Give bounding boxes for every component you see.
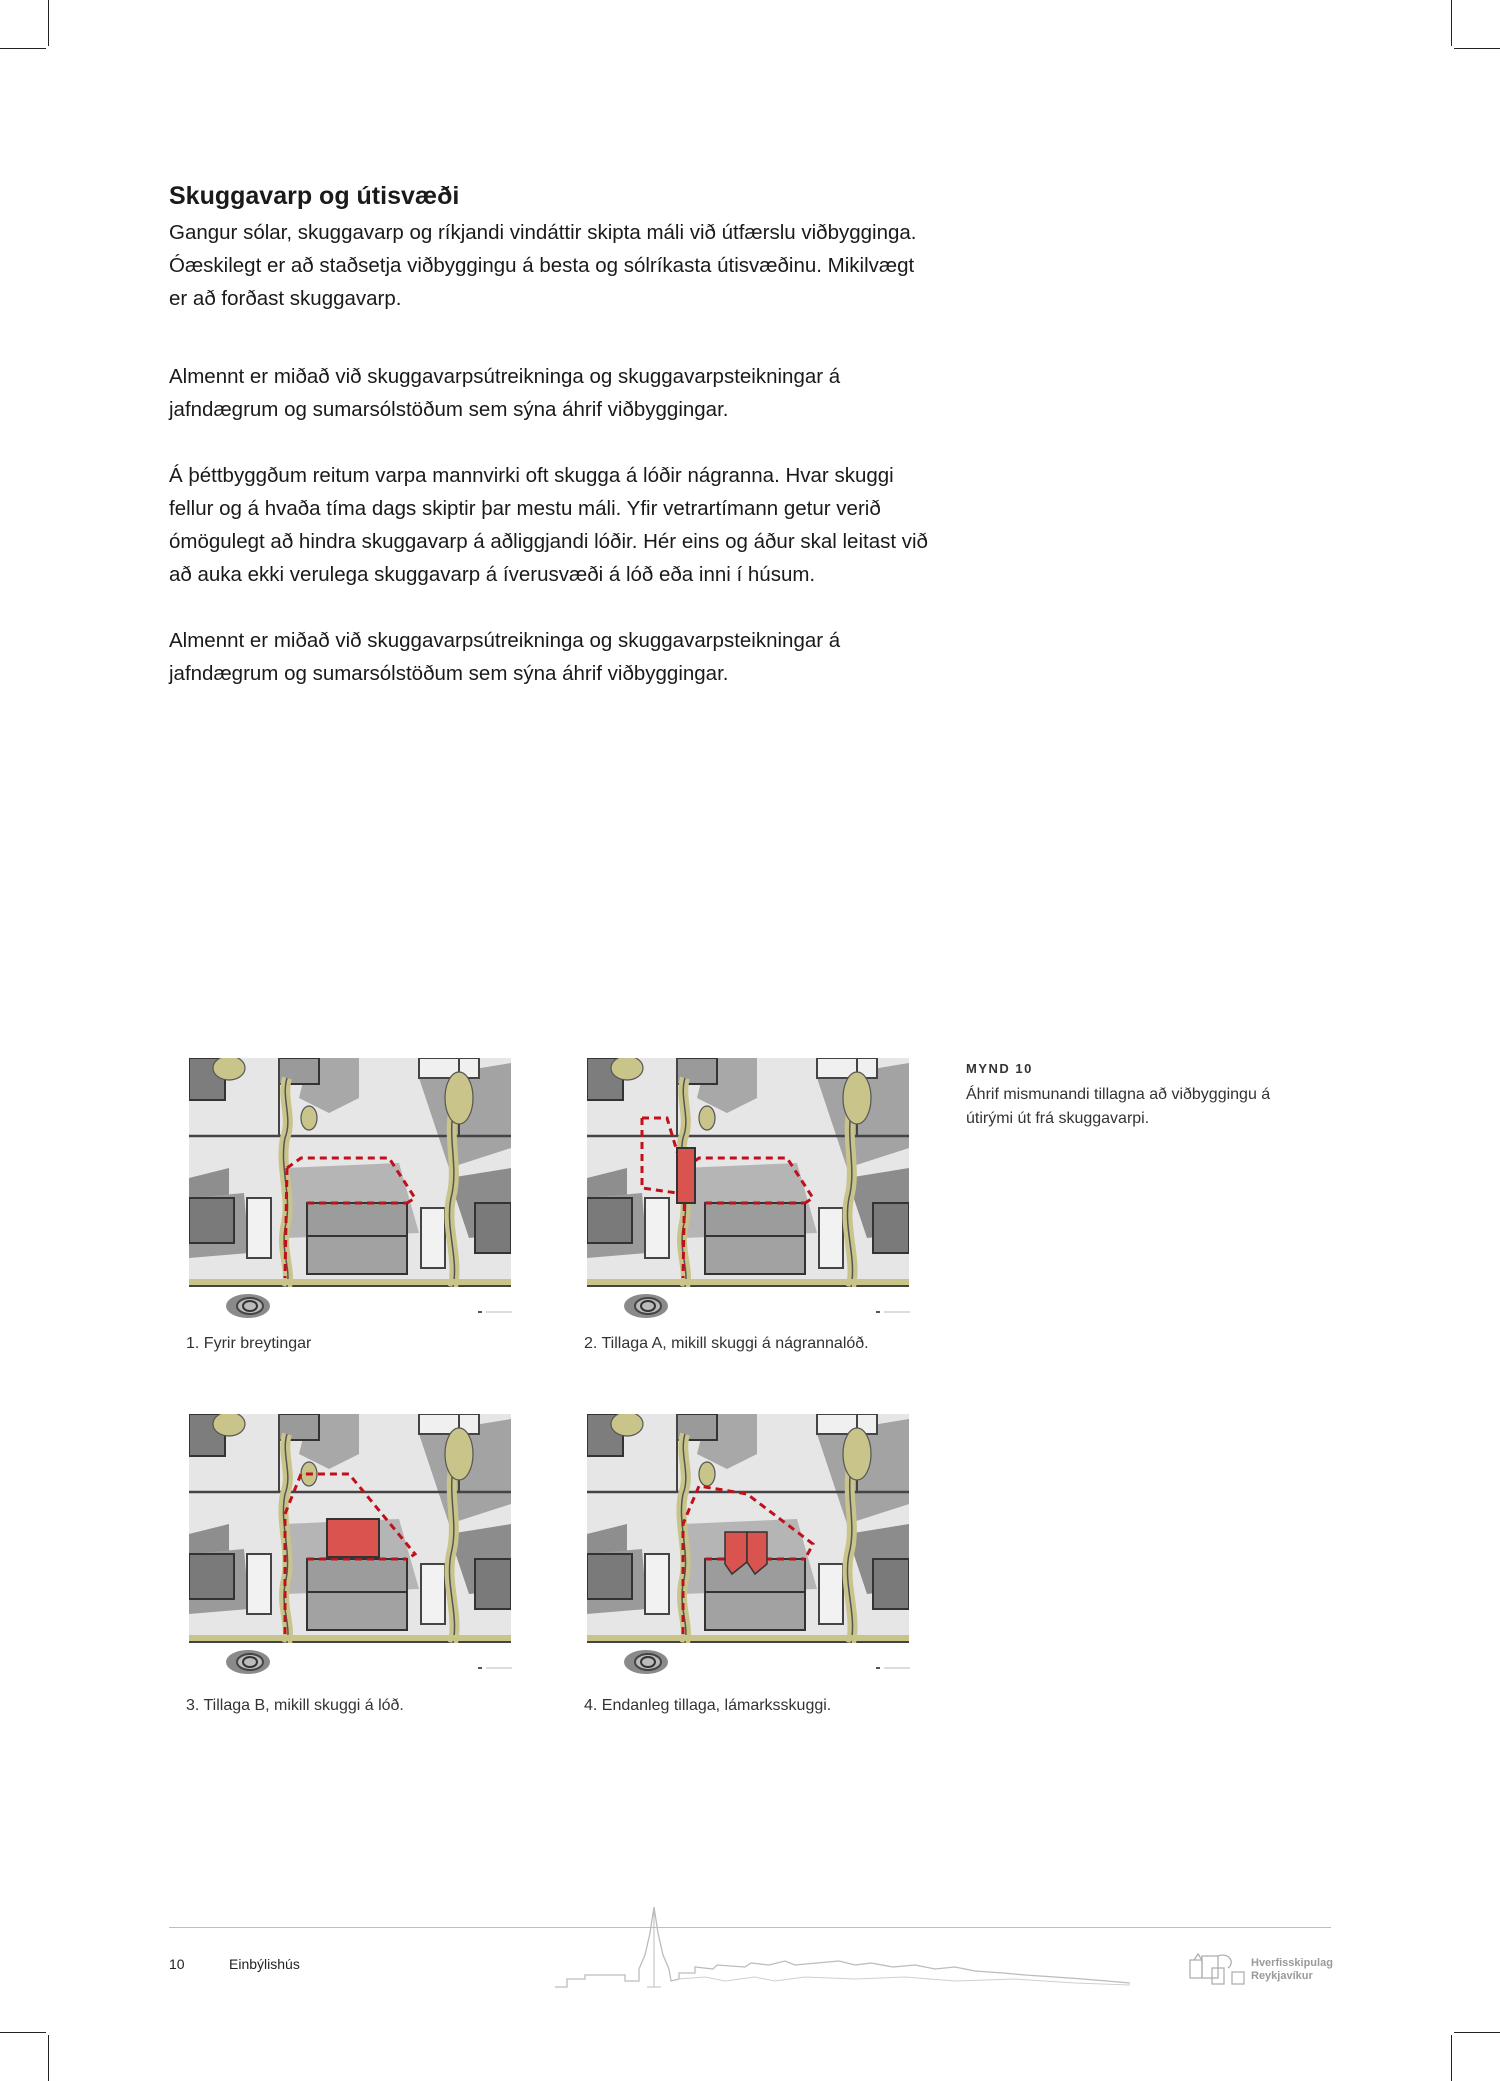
crop-mark-bl-v [48, 2035, 49, 2081]
crop-mark-tr-h [1454, 48, 1500, 49]
crop-mark-br-h [1454, 2032, 1500, 2033]
crop-mark-br-v [1451, 2035, 1452, 2081]
compass-icon [224, 1644, 284, 1688]
shadow-plan-figure-1 [189, 1058, 511, 1287]
scale-bar-icon [876, 1665, 910, 1671]
text-content [169, 180, 929, 690]
site-plan-drawing [189, 1414, 511, 1643]
logo-line-1: Hverfisskipulag [1251, 1957, 1333, 1969]
scale-bar-icon [876, 1309, 910, 1315]
scale-bar-icon [478, 1665, 512, 1671]
scale-bar-icon [478, 1309, 512, 1315]
figure-label: MYND 10 [966, 1061, 1033, 1076]
site-plan-drawing [587, 1058, 909, 1287]
figure-caption-3: 3. Tillaga B, mikill skuggi á lóð. [186, 1697, 404, 1714]
figure-caption-2: 2. Tillaga A, mikill skuggi á nágrannalóð. [584, 1335, 869, 1352]
crop-mark-tl-v [48, 0, 49, 46]
site-plan-drawing [587, 1414, 909, 1643]
page-number: 10 [169, 1956, 185, 1972]
paragraph-1: Gangur sólar, skuggavarp og ríkjandi vindáttir skipta máli við útfærslu viðbygginga. Óæskilegt er að staðsetja viðbyggingu á besta og sólríkasta útisvæðinu. Mikilvægt er að forðast skuggavarp. [169, 221, 917, 310]
paragraph-4: Almennt er miðað við skuggavarpsútreikninga og skuggavarpsteikningar á jafndægrum og sumarsólstöðum sem sýna áhrif viðbyggingar. [169, 629, 841, 685]
figure-description: Áhrif mismunandi tillagna að viðbyggingu á útirými út frá skuggavarpi. [966, 1086, 1271, 1127]
crop-mark-tl-h [0, 48, 46, 49]
figure-caption-4: 4. Endanleg tillaga, lámarksskuggi. [584, 1697, 832, 1714]
figure-caption-1: 1. Fyrir breytingar [186, 1335, 312, 1352]
site-plan-drawing [189, 1058, 511, 1287]
reykjavik-skyline-illustration [555, 1903, 1130, 1995]
crop-mark-bl-h [0, 2032, 46, 2033]
shadow-plan-figure-2 [587, 1058, 909, 1287]
paragraph-3: Á þéttbyggðum reitum varpa mannvirki oft skugga á lóðir nágranna. Hvar skuggi fellur og á hvaða tíma dags skiptir þar mestu máli. Yfir vetrartímann getur verið ómögulegt að hindra skuggavarp á aðliggjandi lóðir. Hér eins og áður skal leitast við að auka ekki verulega skuggavarp á íverusvæði á lóð eða inni í húsum. [169, 464, 928, 586]
section-title: Skuggavarp og útisvæði [169, 182, 460, 210]
paragraph-2: Almennt er miðað við skuggavarpsútreikninga og skuggavarpsteikningar á jafndægrum og sumarsólstöðum sem sýna áhrif viðbyggingar. [169, 365, 841, 421]
compass-icon [622, 1288, 682, 1332]
compass-icon [224, 1288, 284, 1332]
crop-mark-tr-v [1451, 0, 1452, 46]
shadow-plan-figure-4 [587, 1414, 909, 1643]
document-title: Einbýlishús [229, 1956, 300, 1972]
logo-wordmark [1251, 1957, 1333, 1983]
compass-icon [622, 1644, 682, 1688]
logo-line-2: Reykjavíkur [1251, 1970, 1313, 1982]
shadow-plan-figure-3 [189, 1414, 511, 1643]
